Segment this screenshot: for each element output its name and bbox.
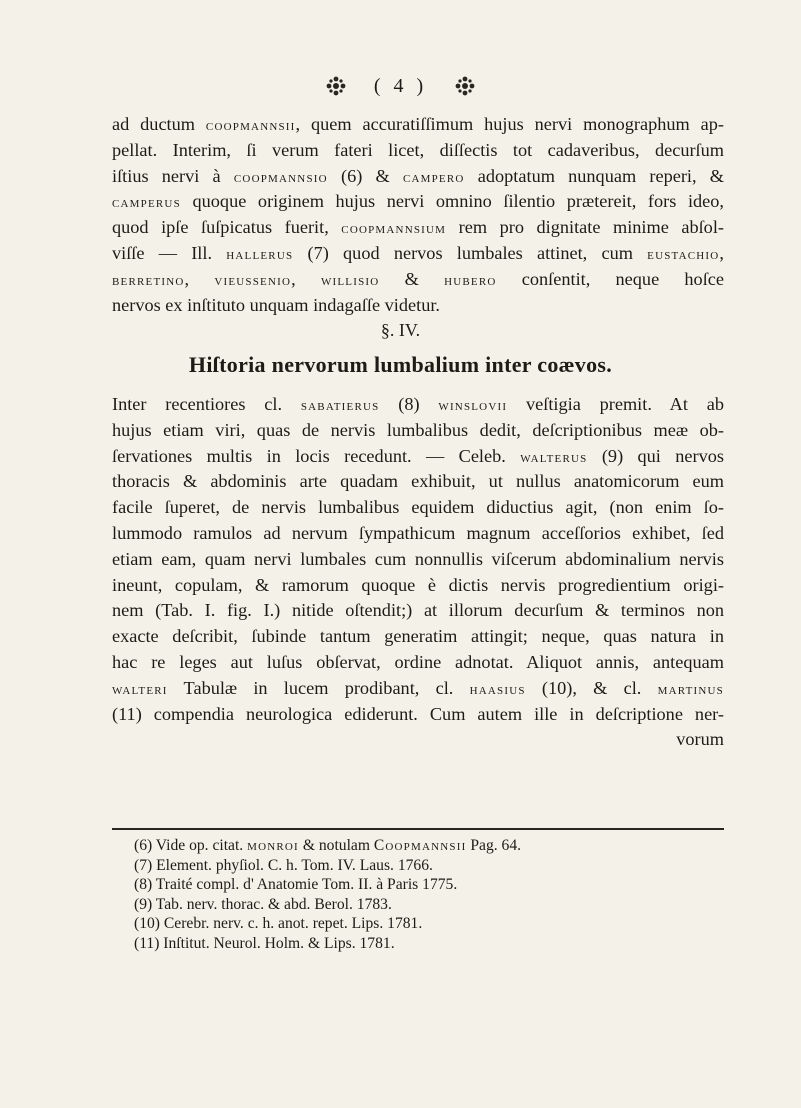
text-run: , — [184, 268, 215, 289]
author-name: hubero — [444, 271, 497, 289]
text-run: viſſe — Ill. — [112, 242, 227, 263]
text-run: (11) compendia neurologica ediderunt. Cum autem ille in deſcriptione ner- — [112, 703, 724, 724]
text-run: (8) — [379, 394, 439, 414]
text-line — [112, 392, 724, 418]
text-run: (7) Element. phyſiol. C. h. Tom. IV. Laus. 1766. — [134, 856, 433, 874]
author-name: coopmannsium — [341, 220, 447, 238]
author-name: camperus — [112, 194, 181, 212]
author-name: martinus — [657, 680, 724, 698]
author-name: monroi — [247, 837, 299, 854]
footnote — [134, 914, 694, 934]
paragraph-2 — [112, 392, 724, 753]
text-run: Pag. 64. — [466, 837, 522, 854]
footnotes — [134, 836, 694, 954]
text-run: veſtigia premit. At ab — [507, 394, 724, 414]
text-run: quoque originem hujus nervi omnino ſilentio prætereit, fors ideo, — [180, 191, 724, 212]
text-run: (6) Vide op. citat. — [134, 837, 248, 854]
text-run: Tabulæ in lucem prodibant, cl. — [167, 677, 470, 698]
text-run: exacte deſcribit, ſubinde tantum generatim attingit; neque, quas natura in — [112, 626, 724, 647]
text-run: & — [379, 268, 445, 289]
text-run: (9) Tab. nerv. thorac. & abd. Berol. 1783. — [134, 895, 392, 913]
text-run: & notulam — [298, 837, 374, 854]
text-line — [112, 573, 724, 599]
text-run: rem pro dignitate minime abſol- — [446, 217, 724, 238]
text-run: , — [719, 242, 724, 263]
text-run: ineunt, copulam, & ramorum quoque è dictis nervis progredientium origi- — [112, 574, 724, 595]
text-line — [112, 650, 724, 676]
text-line — [112, 241, 724, 267]
text-run: nem (Tab. I. fig. I.) nitide oſtendit;) at illorum decurſum & terminos non — [112, 600, 724, 621]
text-run: (10), & cl. — [525, 677, 658, 698]
author-name: berretino — [112, 271, 185, 289]
text-run: , — [291, 268, 321, 289]
author-name: coopmannsii — [205, 117, 296, 134]
text-line — [112, 521, 724, 547]
text-line — [112, 189, 724, 215]
text-run: quod ipſe ſuſpicatus fuerit, — [112, 217, 342, 238]
text-line — [112, 624, 724, 650]
text-run: (8) Traité compl. d' Anatomie Tom. II. à Paris 1775. — [134, 876, 458, 894]
footnote — [134, 875, 694, 895]
text-line — [112, 598, 724, 624]
footnote — [134, 934, 694, 954]
text-line — [112, 547, 724, 573]
floral-ornament-icon — [325, 75, 347, 97]
text-run: hac re leges aut luſus obſervat, ordine adnotat. Aliquot annis, antequam — [112, 651, 724, 672]
text-run: etiam eam, quam nervi lumbales cum nonnullis viſcerum abdominalium nervis — [112, 548, 724, 569]
text-run: pellat. Interim, ſi verum fateri licet, diſſectis tot cadaveribus, decurſum — [112, 139, 724, 160]
text-run: adoptatum nunquam reperi, & — [464, 165, 725, 186]
author-name: hallerus — [226, 245, 294, 263]
text-line — [112, 164, 724, 190]
text-run: facile ſuperet, de nervis lumbalibus equidem diductius agit, (non enim ſo- — [112, 497, 724, 518]
text-line — [112, 112, 724, 138]
author-name: haasius — [469, 680, 526, 698]
author-name: walteri — [112, 680, 168, 698]
text-run: Inter recentiores cl. — [112, 394, 301, 414]
text-run: conſentit, neque hoſce — [496, 268, 725, 289]
author-name: winslovii — [438, 397, 508, 414]
text-run: (7) quod nervos lumbales attinet, cum — [293, 242, 648, 263]
text-line — [112, 444, 724, 470]
text-run: ad ductum — [112, 114, 206, 134]
text-run: ſervationes multis in locis recedunt. — Celeb. — [112, 445, 521, 466]
text-run: nervos ex inſtituto unquam indagaſſe videtur. — [112, 294, 440, 315]
footnote — [134, 836, 694, 856]
text-run: (6) & — [327, 165, 403, 186]
author-name: campero — [402, 168, 465, 186]
footnote — [134, 895, 694, 915]
author-name: coopmannsio — [233, 168, 328, 186]
text-run: , quem accuratiſſimum hujus nervi monographum ap- — [295, 114, 724, 134]
text-line — [112, 418, 724, 444]
text-line — [112, 495, 724, 521]
author-name: willisio — [320, 271, 380, 289]
text-line — [112, 267, 724, 293]
author-name: Coopmannsii — [373, 837, 467, 854]
section-number: §. IV. — [380, 320, 421, 340]
text-run: thoracis & abdominis arte quadam exhibuit, ut nullus anatomicorum eum — [112, 471, 724, 492]
text-run: iſtius nervi à — [112, 165, 234, 186]
text-run: hujus etiam viri, quas de nervis lumbalibus dedit, deſcriptionibus meæ ob- — [112, 419, 724, 440]
text-line — [112, 676, 724, 702]
floral-ornament-icon — [454, 75, 476, 97]
footnote — [134, 856, 694, 876]
text-line — [112, 215, 724, 241]
page-header — [0, 74, 801, 104]
text-line — [112, 293, 724, 319]
section-title: Hiſtoria nervorum lumbalium inter coævos. — [188, 352, 613, 377]
author-name: eustachio — [647, 245, 720, 263]
text-line — [112, 138, 724, 164]
author-name: vieussenio — [214, 271, 292, 289]
paragraph-1 — [112, 112, 724, 318]
text-line — [112, 727, 724, 753]
page-number: ( 4 ) — [373, 74, 428, 97]
text-run: (9) qui nervos — [587, 445, 724, 466]
text-line — [112, 702, 724, 728]
footnote-divider — [112, 828, 724, 830]
text-run: (10) Cerebr. nerv. c. h. anot. repet. Lips. 1781. — [134, 915, 423, 933]
text-run: vorum — [676, 729, 724, 750]
author-name: walterus — [520, 448, 588, 466]
text-run: (11) Inſtitut. Neurol. Holm. & Lips. 1781. — [134, 934, 395, 952]
author-name: sabatierus — [300, 397, 380, 414]
text-run: lummodo ramulos ad nervum ſympathicum magnum acceſſorios exhibet, ſed — [112, 522, 724, 543]
text-line — [112, 469, 724, 495]
